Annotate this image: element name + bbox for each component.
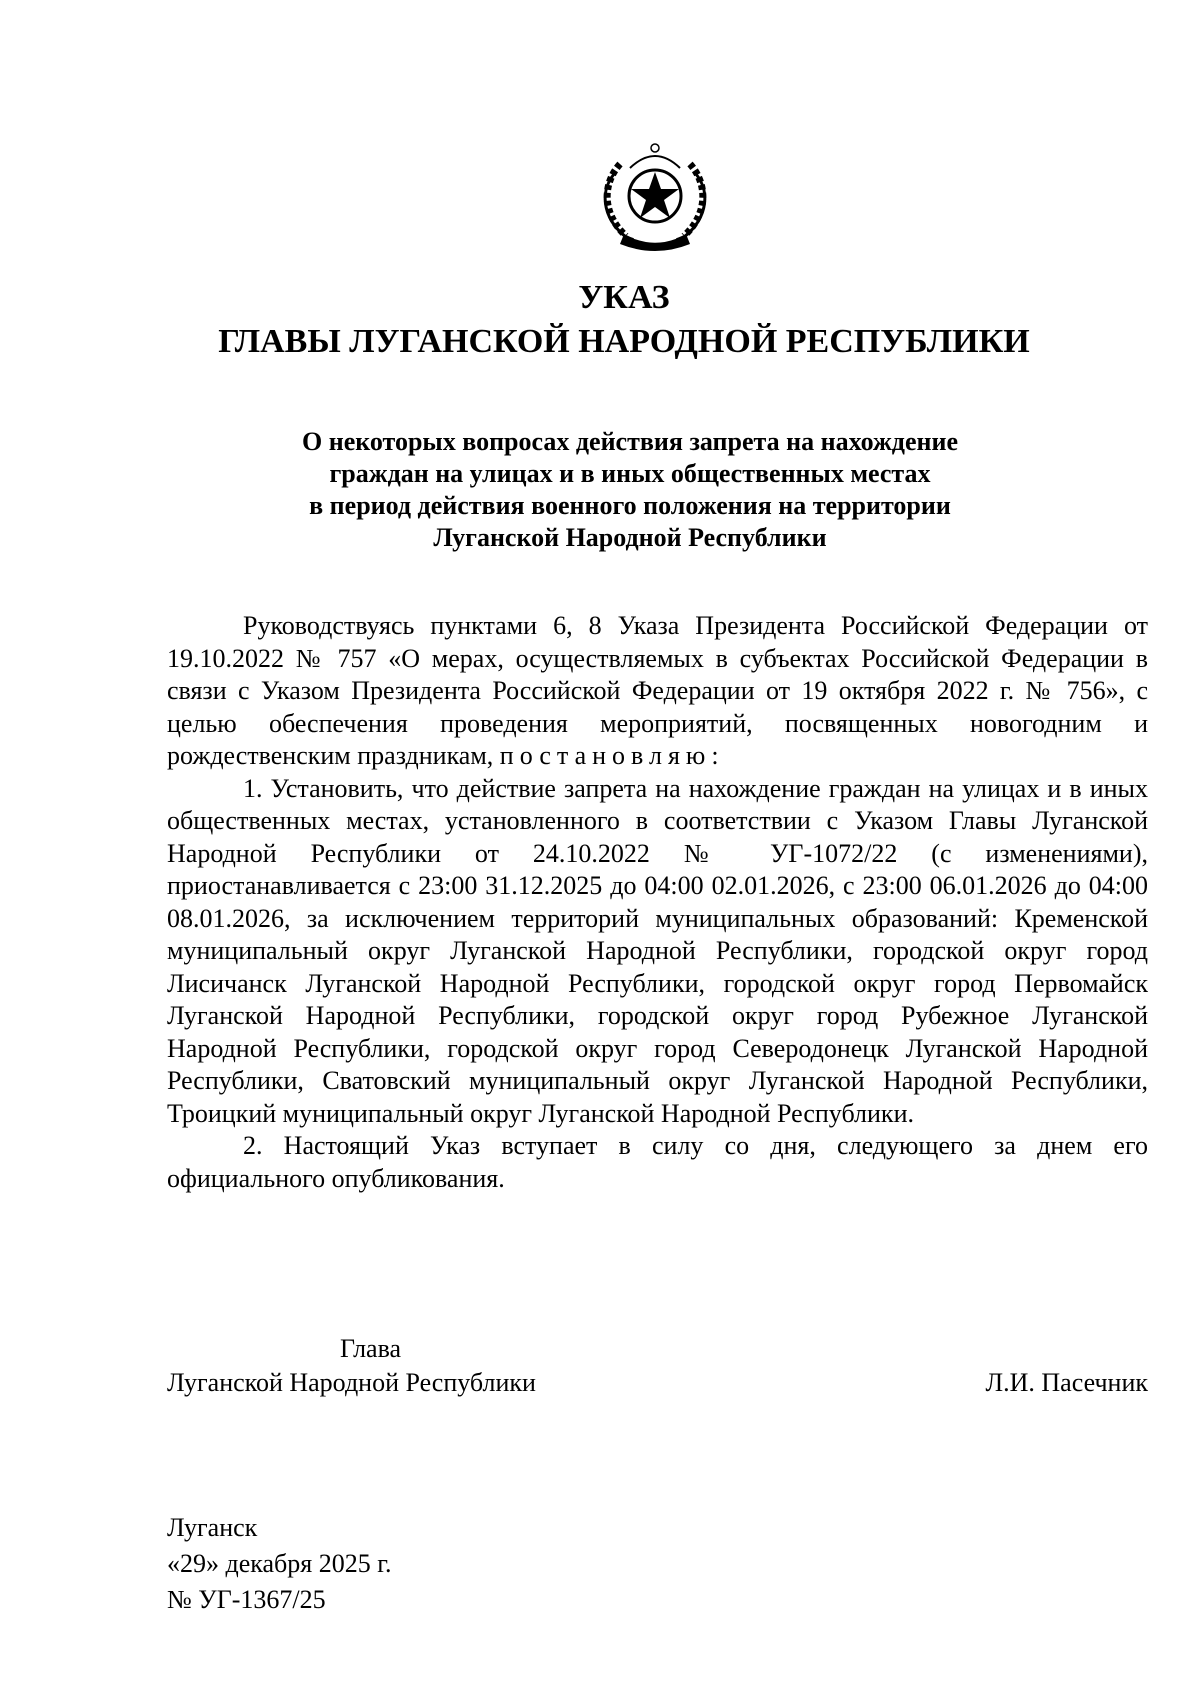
preamble-text: Руководствуясь пунктами 6, 8 Указа Президента Российской Федерации от 19.10.2022 № 757 «О мерах, осуществляемых в субъектах Российской Федерации в связи с Указом Президента Российской Федерации от 19 октября 2022 г. № 756», с целью обеспечения проведения мероприятий, посвященных новогодним и рождественским праздникам, [167,611,1148,770]
decree-word: постановляю: [499,741,725,770]
footer-number: № УГ-1367/25 [167,1585,326,1614]
footer-city: Луганск [167,1513,258,1542]
signature-title: Глава [340,1334,402,1363]
subject-line: О некоторых вопросах действия запрета на нахождение [301,427,958,456]
item-1-paragraph: 1. Установить, что действие запрета на нахождение граждан на улицах и в иных общественных местах, установленного в соответствии с Указом Главы Луганской Народной Республики от 24.10.2022 № УГ-1072/22 (с изменениями), приостанавливается с 23:00 31.12.2025 до 04:00 02.01.2026, с 23:00 06.01.2026 до 04:00 08.01.2026, за исключением территорий муниципальных образований: Кременской муниципальный округ Луганской Народной Республики, городской округ город Лисичанск Луганской Народной Республики, городской округ город Первомайск Луганской Народной Республики, городской округ город Рубежное Луганской Народной Республики, городской округ город Северодонецк Луганской Народной Республики, Сватовский муниципальный округ Луганской Народной Республики, Троицкий муниципальный округ Луганской Народной Республики. [167,773,1148,1128]
subject-line: граждан на улицах и в иных общественных местах [329,459,931,488]
subject-line: Луганской Народной Республики [433,523,827,552]
signature-name: Л.И. Пасечник [985,1368,1148,1397]
preamble-paragraph [167,610,1148,773]
signature-organization: Луганской Народной Республики [167,1368,536,1397]
document-subject [200,426,1060,554]
document-issuer: ГЛАВЫ ЛУГАНСКОЙ НАРОДНОЙ РЕСПУБЛИКИ [218,323,1030,360]
item-2-paragraph: 2. Настоящий Указ вступает в силу со дня, следующего за днем его официального опубликования. [167,1131,1148,1193]
coat-of-arms-icon [590,134,720,256]
footer-date: «29» декабря 2025 г. [167,1549,392,1578]
document-body [167,610,1148,1195]
document-footer [167,1510,391,1618]
subject-line: в период действия военного положения на территории [309,491,951,520]
document-title: УКАЗ [578,279,670,316]
